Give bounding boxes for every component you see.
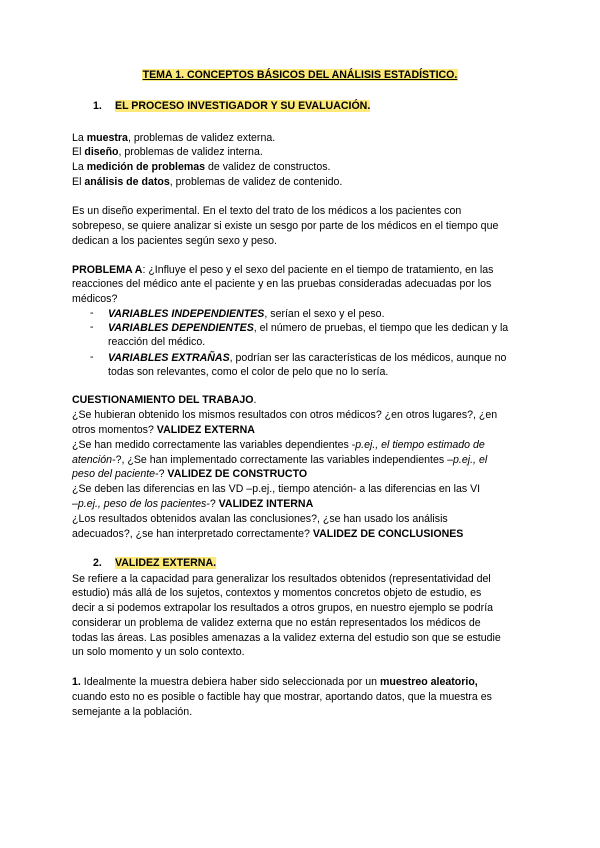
list-item: El diseño, problemas de validez interna.	[72, 146, 263, 158]
bullet-dash: -	[90, 307, 94, 319]
paragraph-line: sobrepeso, se quiere analizar si existe un sesgo por parte de los médicos en el tiempo que	[72, 220, 499, 232]
bullet-item: VARIABLES INDEPENDIENTES, serían el sexo y el peso.	[108, 308, 385, 320]
paragraph-line: médicos?	[72, 293, 118, 305]
validity-tag: VALIDEZ DE CONCLUSIONES	[312, 528, 464, 540]
paragraph-line: cuando esto no es posible o factible hay que mostrar, aportando datos, que la muestra es	[72, 691, 492, 703]
paragraph-line: estudio) más allá de los sujetos, contextos y momentos concretos objeto de estudio, es	[72, 587, 482, 599]
section-2-heading: 2. VALIDEZ EXTERNA.	[93, 557, 217, 569]
bullet-item-continued: reacción del médico.	[108, 336, 206, 348]
paragraph-line: atención-?, ¿Se han implementado correctamente las variables independientes –p.ej., el	[72, 454, 488, 466]
paragraph-line: decir a si podemos extrapolar los resultados a otros grupos, en nuestro ejemplo se podría	[72, 602, 494, 614]
paragraph-line: reacciones del médico ante el paciente y en las pruebas consideradas adecuadas por los	[72, 278, 492, 290]
bullet-dash: -	[90, 321, 94, 333]
bullet-item: VARIABLES DEPENDIENTES, el número de pruebas, el tiempo que les dedican y la	[108, 322, 509, 334]
paragraph-line: otros momentos? VALIDEZ EXTERNA	[72, 424, 255, 436]
bullet-item-continued: todas son relevantes, como el color de pelo que no lo sería.	[108, 366, 389, 378]
problema-line: PROBLEMA A: ¿Influye el peso y el sexo del paciente en el tiempo de tratamiento, en las	[72, 264, 494, 276]
document-title: TEMA 1. CONCEPTOS BÁSICOS DEL ANÁLISIS ESTADÍSTICO.	[142, 69, 458, 81]
validity-tag: VALIDEZ EXTERNA	[156, 424, 255, 436]
paragraph-line: semejante a la población.	[72, 706, 193, 718]
paragraph-line: peso del paciente-? VALIDEZ DE CONSTRUCTO	[72, 468, 308, 480]
bullet-dash: -	[90, 351, 94, 363]
paragraph-line: ¿Los resultados obtenidos avalan las conclusiones?, ¿se han usado los análisis	[72, 513, 448, 525]
paragraph-line: ¿Se han medido correctamente las variables dependientes -p.ej., el tiempo estimado de	[72, 439, 485, 451]
paragraph-line: un solo momento y un solo contexto.	[72, 646, 245, 658]
validity-tag: VALIDEZ INTERNA	[218, 498, 314, 510]
paragraph-line: adecuados?, ¿se han interpretado correctamente? VALIDEZ DE CONCLUSIONES	[72, 528, 464, 540]
paragraph-line: ¿Se deben las diferencias en las VD –p.ej., tiempo atención- a las diferencias en las VI	[72, 483, 481, 495]
list-item: La medición de problemas de validez de constructos.	[72, 161, 331, 173]
point-1-line: 1. Idealmente la muestra debiera haber sido seleccionada por un muestreo aleatorio,	[72, 676, 478, 688]
paragraph-line: considerar un problema de validez externa que no están representados los médicos de	[72, 617, 481, 629]
list-item: La muestra, problemas de validez externa.	[72, 132, 276, 144]
paragraph-line: Se refiere a la capacidad para generalizar los resultados obtenidos (representatividad del	[72, 573, 491, 585]
list-item: El análisis de datos, problemas de validez de contenido.	[72, 176, 343, 188]
paragraph-line: dedican a los pacientes según sexo y peso.	[72, 235, 277, 247]
paragraph-line: ¿Se hubieran obtenido los mismos resultados con otros médicos? ¿en otros lugares?, ¿en	[72, 409, 498, 421]
section-1-heading: 1. EL PROCESO INVESTIGADOR Y SU EVALUACIÓN.	[93, 100, 371, 112]
validity-tag: VALIDEZ DE CONSTRUCTO	[167, 468, 308, 480]
cuestionamiento-heading: CUESTIONAMIENTO DEL TRABAJO.	[72, 394, 257, 406]
paragraph-line: todas las áreas. Las posibles amenazas a la validez externa del estudio son que se estudie	[72, 632, 501, 644]
paragraph-line: –p.ej., peso de los pacientes-? VALIDEZ INTERNA	[72, 498, 314, 510]
bullet-item: VARIABLES EXTRAÑAS, podrían ser las características de los médicos, aunque no	[108, 352, 507, 364]
paragraph-line: Es un diseño experimental. En el texto del trato de los médicos a los pacientes con	[72, 205, 462, 217]
